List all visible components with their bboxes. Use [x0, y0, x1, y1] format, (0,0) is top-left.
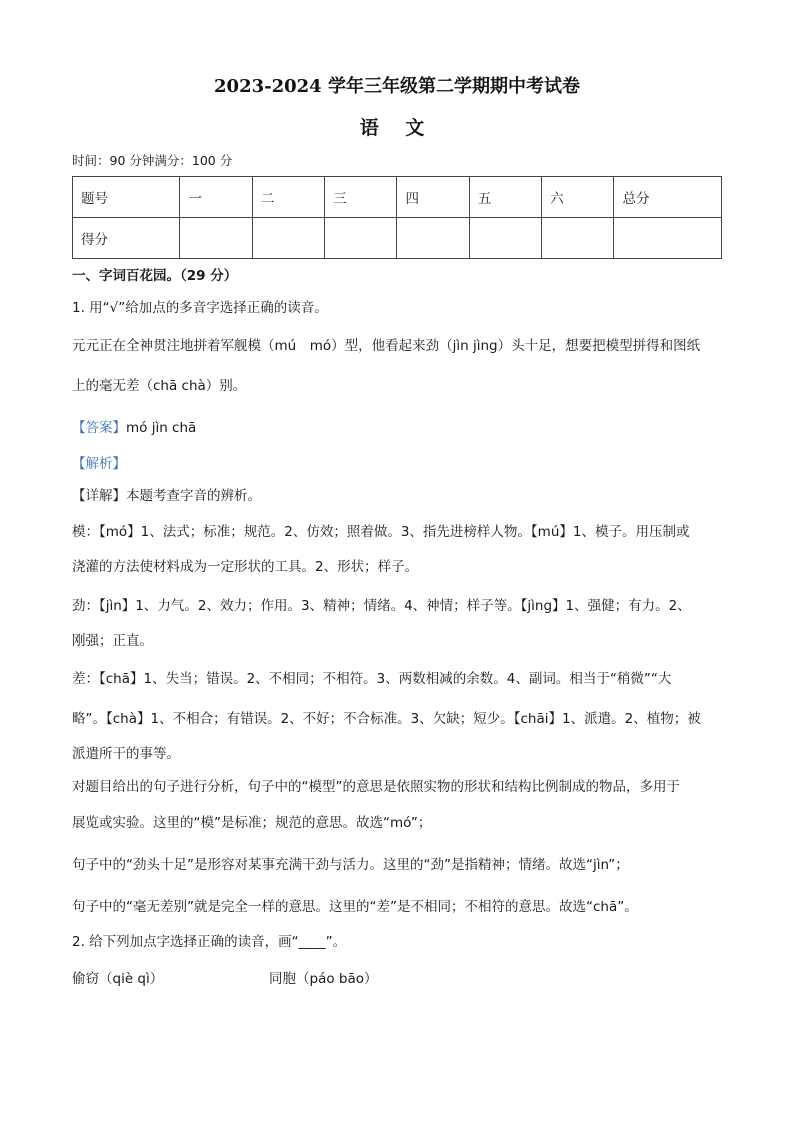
- score-header-cell: 五: [469, 177, 541, 218]
- time-info: 时间：90 分钟满分：100 分: [72, 153, 233, 168]
- q2-item: 偷窃（qiè qì）: [72, 971, 164, 987]
- score-header-cell: 二: [252, 177, 324, 218]
- score-cell: [180, 218, 252, 259]
- score-table: [72, 176, 722, 259]
- score-cell: [542, 218, 614, 259]
- explanation-line: 浇灌的方法使材料成为一定形状的工具。2、形状；样子。: [72, 559, 419, 575]
- score-header-cell: 四: [397, 177, 469, 218]
- answer-tag: 【答案】: [72, 420, 126, 436]
- answer-text: mó jìn chā: [126, 420, 197, 436]
- analysis-line: 展览或实验。这里的“模”是标准；规范的意思。故选“mó”；: [72, 815, 432, 831]
- analysis-tag: 【解析】: [72, 456, 126, 472]
- score-cell: [469, 218, 541, 259]
- detail-line: 【详解】本题考查字音的辨析。: [72, 488, 261, 504]
- q2-prompt: 2. 给下列加点字选择正确的读音，画“____”。: [72, 934, 347, 950]
- explanation-line: 劲：【jìn】1、力气。2、效力；作用。3、精神；情绪。4、神情；样子等。【jìng】1、强健；有力。2、: [72, 598, 691, 614]
- analysis-line: 对题目给出的句子进行分析，句子中的“模型”的意思是依照实物的形状和结构比例制成的物品，多用于: [72, 779, 680, 795]
- explanation-line: 模：【mó】1、法式；标准；规范。2、仿效；照着做。3、指先进榜样人物。【mú】1、模子。用压制或: [72, 524, 690, 540]
- q1-sentence-line: 上的毫无差（chā chà）别。: [72, 378, 247, 394]
- score-cell: [614, 218, 722, 259]
- answer-line: [72, 419, 734, 437]
- score-table-header-row: [73, 177, 722, 218]
- explanation-line: 派遣所干的事等。: [72, 746, 180, 762]
- explanation-line: 刚强；正直。: [72, 633, 153, 649]
- q2-items: [72, 970, 734, 988]
- score-header-cell: 六: [542, 177, 614, 218]
- score-header-cell: 总分: [614, 177, 722, 218]
- score-cell: [325, 218, 397, 259]
- score-header-cell: 三: [325, 177, 397, 218]
- analysis-line: 句子中的“劲头十足”是形容对某事充满干劲与活力。这里的“劲”是指精神；情绪。故选“jìn”；: [72, 857, 629, 873]
- explanation-line: 略”。【chà】1、不相合；有错误。2、不好；不合标准。3、欠缺；短少。【chāi】1、派遣。2、植物；被: [72, 711, 701, 727]
- section-heading: 一、字词百花园。（29 分）: [72, 268, 238, 284]
- score-row-label: 得分: [73, 218, 180, 259]
- score-header-cell: 一: [180, 177, 252, 218]
- explanation-line: 差：【chā】1、失当；错误。2、不相同；不相符。3、两数相减的余数。4、副词。相当于“稍微”“大: [72, 671, 672, 687]
- subject-title: 语 文: [359, 117, 435, 139]
- score-header-cell: 题号: [73, 177, 180, 218]
- q1-prompt: 1. 用“√”给加点的多音字选择正确的读音。: [72, 300, 328, 316]
- score-cell: [252, 218, 324, 259]
- q2-item: 同胞（páo bāo）: [269, 971, 378, 987]
- score-cell: [397, 218, 469, 259]
- exam-title: 2023-2024 学年三年级第二学期期中考试卷: [214, 76, 580, 97]
- analysis-line: 句子中的“毫无差别”就是完全一样的意思。这里的“差”是不相同；不相符的意思。故选“chā”。: [72, 899, 638, 915]
- score-table-row: [73, 218, 722, 259]
- q1-sentence-line: 元元正在全神贯注地拼着军舰模（mú mó）型，他看起来劲（jìn jìng）头十足，想要把模型拼得和图纸: [72, 338, 701, 354]
